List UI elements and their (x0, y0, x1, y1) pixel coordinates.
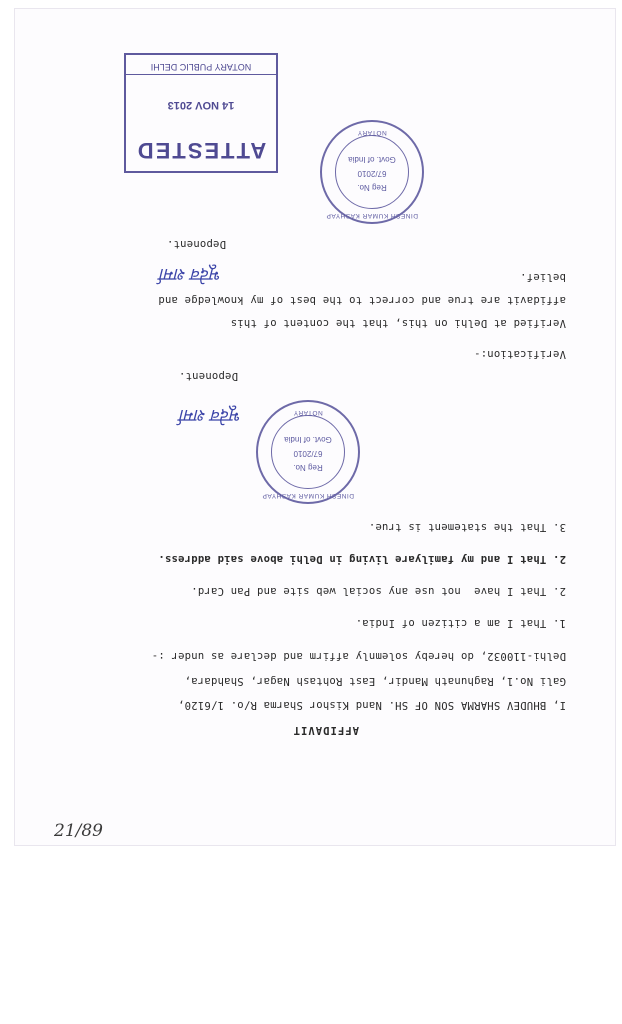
notary-seal-upper (320, 120, 424, 224)
attested-footer: NOTARY PUBLIC DELHI (126, 62, 276, 75)
deponent-signature-1: भूदेव शर्मा (180, 405, 242, 425)
attested-date: 14 NOV 2013 (167, 99, 235, 111)
deponent-label-2: Deponent. (166, 238, 226, 250)
deponent-label-1: Deponent. (178, 370, 238, 382)
seal-reg-number: 67/2010 (293, 449, 323, 458)
verification-line-1: Verified at Delhi on this, that the content of this (230, 317, 566, 329)
deponent-signature-2: भूदेव शर्मा (160, 264, 222, 284)
seal-gov-line: Govt. of India (284, 435, 332, 444)
point-3: 2. That I and my familyare living in Delhi above said address. (158, 553, 566, 565)
seal-reg-line: Reg No. (293, 463, 323, 472)
point-2: 2. That I have not use any social web site and Pan Card. (191, 585, 566, 597)
attested-word: ATTESTED (135, 138, 267, 163)
seal-name-ring: DINESH KUMAR KASHYAP (326, 212, 418, 219)
attested-stamp (124, 53, 278, 173)
point-1: 1. That I am a citizen of India. (355, 617, 566, 629)
seal-title-ring: NOTARY (357, 129, 387, 136)
affidavit-title: AFFIDAVIT (292, 724, 359, 736)
seal-reg-line: Reg No. (357, 183, 387, 192)
verification-line-3: belief. (519, 271, 566, 283)
verification-heading: Verification:- (473, 348, 566, 360)
intro-line-3: Delhi-110032, do hereby solemnly affirm and declare as under :- (151, 650, 566, 662)
handwritten-page-note: 21/89 (54, 821, 103, 841)
intro-line-2: Gali No.1, Raghunath Mandir, East Rohtash Nagar, Shahdara, (184, 675, 566, 687)
point-4: 3. That the statement is true. (368, 521, 566, 533)
verification-line-2: affidavit are true and correct to the best of my knowledge and (158, 294, 566, 306)
seal-title-ring: NOTARY (293, 409, 323, 416)
intro-line-1: I, BHUDEV SHARMA SON OF SH. Nand Kishor Sharma R/o. 1/6120, (177, 699, 566, 711)
notary-seal-lower (256, 400, 360, 504)
seal-reg-number: 67/2010 (357, 169, 387, 178)
seal-gov-line: Govt. of India (348, 155, 396, 164)
seal-name-ring: DINESH KUMAR KASHYAP (262, 492, 354, 499)
